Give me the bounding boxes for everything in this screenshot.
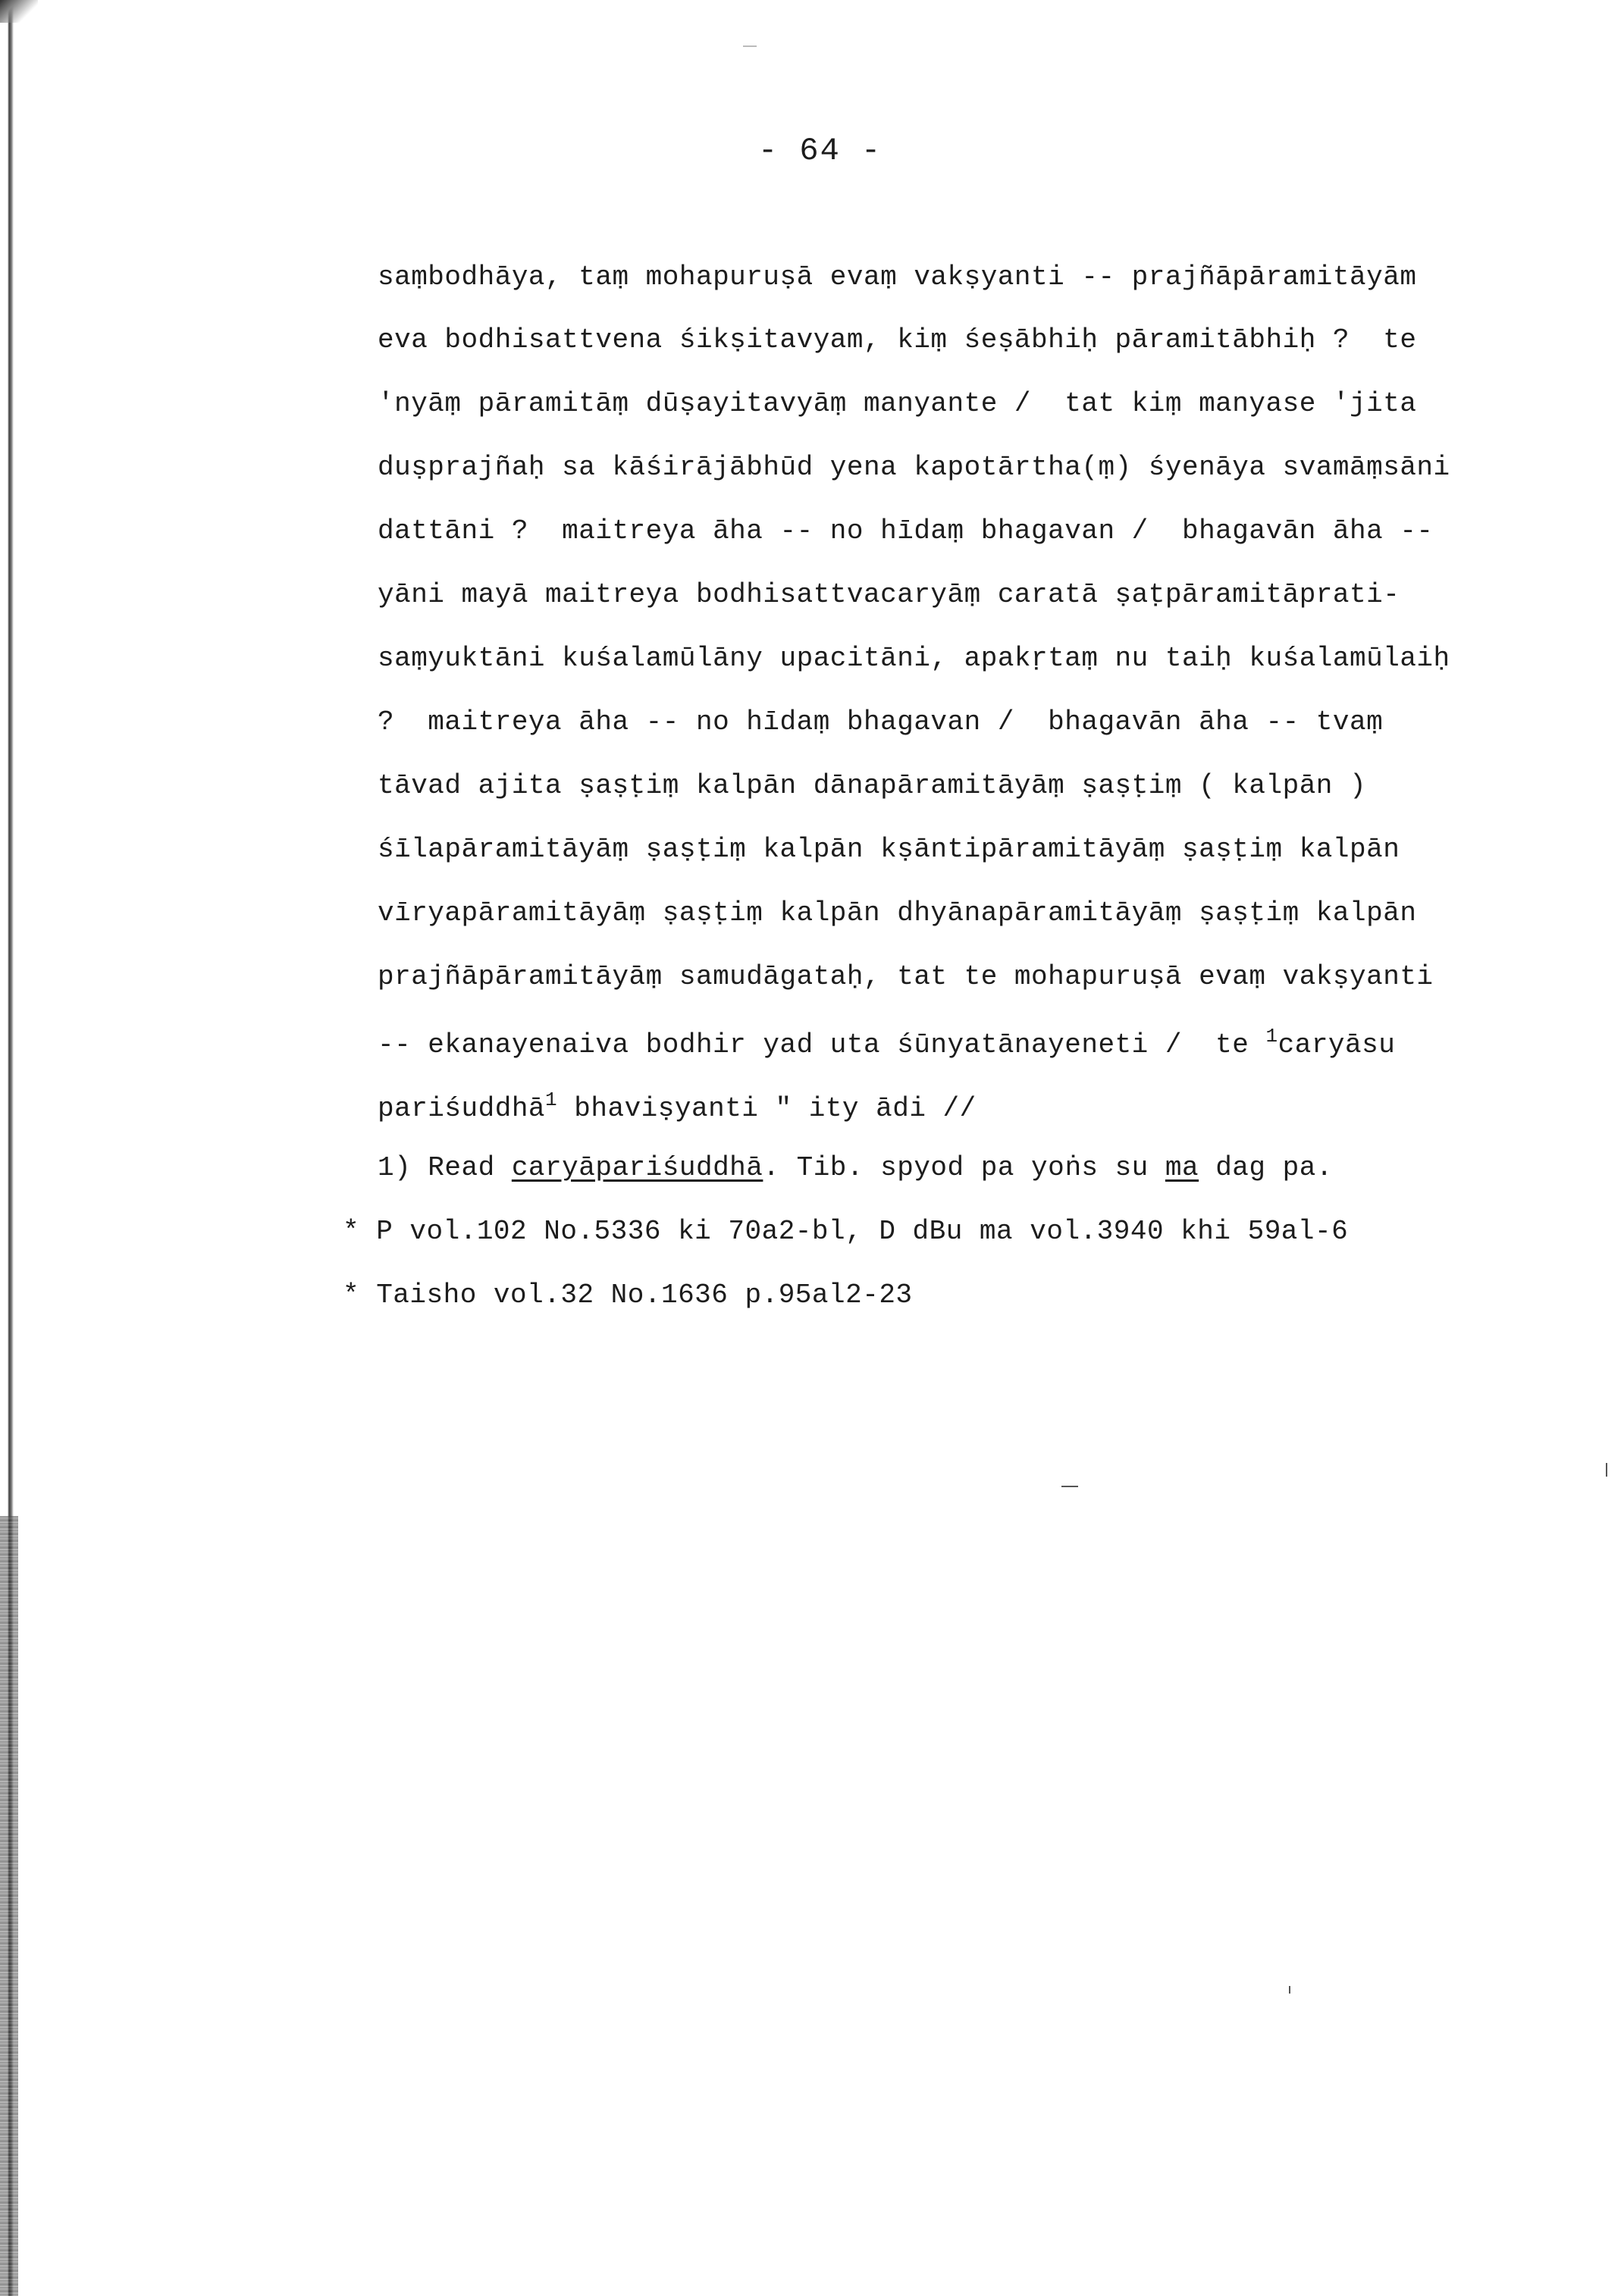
body-line: vīryapāramitāyāṃ ṣaṣṭiṃ kalpān dhyānapāramitāyāṃ ṣaṣṭiṃ kalpān	[378, 897, 1417, 929]
corner-shadow	[0, 0, 38, 23]
body-line: dattāni ? maitreya āha -- no hīdaṃ bhagavan / bhagavān āha --	[378, 515, 1434, 547]
scan-speck	[1606, 1463, 1607, 1477]
source-reference: * P vol.102 No.5336 ki 70a2-bl, D dBu ma vol.3940 khi 59al-6	[343, 1216, 1349, 1247]
footnote-emended-word: caryāpariśuddhā	[511, 1152, 763, 1183]
footnote-prefix: 1) Read	[378, 1152, 512, 1183]
body-line: saṃbodhāya, taṃ mohapuruṣā evaṃ vakṣyanti -- prajñāpāramitāyām	[378, 262, 1417, 293]
line-text: -- ekanayenaiva bodhir yad uta śūnyatānayeneti / te	[378, 1029, 1266, 1060]
footnote	[378, 1152, 1333, 1183]
scan-speck	[1061, 1486, 1078, 1487]
footnote-marker: 1	[545, 1088, 558, 1111]
footnote-suffix: dag pa.	[1199, 1152, 1333, 1183]
body-line-with-note	[378, 1088, 977, 1124]
body-line: duṣprajñaḥ sa kāśirājābhūd yena kapotārtha(ṃ) śyenāya svamāṃsāni	[378, 452, 1450, 483]
line-text: pariśuddhā	[378, 1093, 546, 1124]
body-line: tāvad ajita ṣaṣṭiṃ kalpān dānapāramitāyāṃ ṣaṣṭiṃ ( kalpān )	[378, 770, 1367, 801]
body-line: 'nyāṃ pāramitāṃ dūṣayitavyāṃ manyante / tat kiṃ manyase 'jita	[378, 388, 1417, 419]
source-reference: * Taisho vol.32 No.1636 p.95al2-23	[343, 1280, 913, 1311]
scan-speck	[743, 45, 757, 47]
body-line-with-note	[378, 1025, 1395, 1060]
body-line: śīlapāramitāyāṃ ṣaṣṭiṃ kalpān kṣāntipāramitāyāṃ ṣaṣṭiṃ kalpān	[378, 834, 1400, 865]
body-line: saṃyuktāni kuśalamūlāny upacitāni, apakṛtaṃ nu taiḥ kuśalamūlaiḥ	[378, 643, 1450, 674]
binding-edge-shadow	[0, 1516, 18, 2296]
page-number: - 64 -	[758, 133, 883, 169]
body-line: ? maitreya āha -- no hīdaṃ bhagavan / bhagavān āha -- tvaṃ	[378, 706, 1384, 738]
footnote-middle: . Tib. spyod pa yoṅs su	[763, 1152, 1165, 1183]
body-line: yāni mayā maitreya bodhisattvacaryāṃ caratā ṣaṭpāramitāprati-	[378, 579, 1400, 610]
body-line: prajñāpāramitāyāṃ samudāgataḥ, tat te mohapuruṣā evaṃ vakṣyanti	[378, 961, 1434, 992]
line-text: bhaviṣyanti " ity ādi //	[557, 1093, 977, 1124]
scan-speck	[1289, 1986, 1290, 1994]
body-line: eva bodhisattvena śikṣitavyam, kiṃ śeṣābhiḥ pāramitābhiḥ ? te	[378, 324, 1417, 356]
footnote-tibetan-word: ma	[1165, 1152, 1199, 1183]
footnote-marker: 1	[1265, 1025, 1278, 1048]
line-text: caryāsu	[1278, 1029, 1396, 1060]
